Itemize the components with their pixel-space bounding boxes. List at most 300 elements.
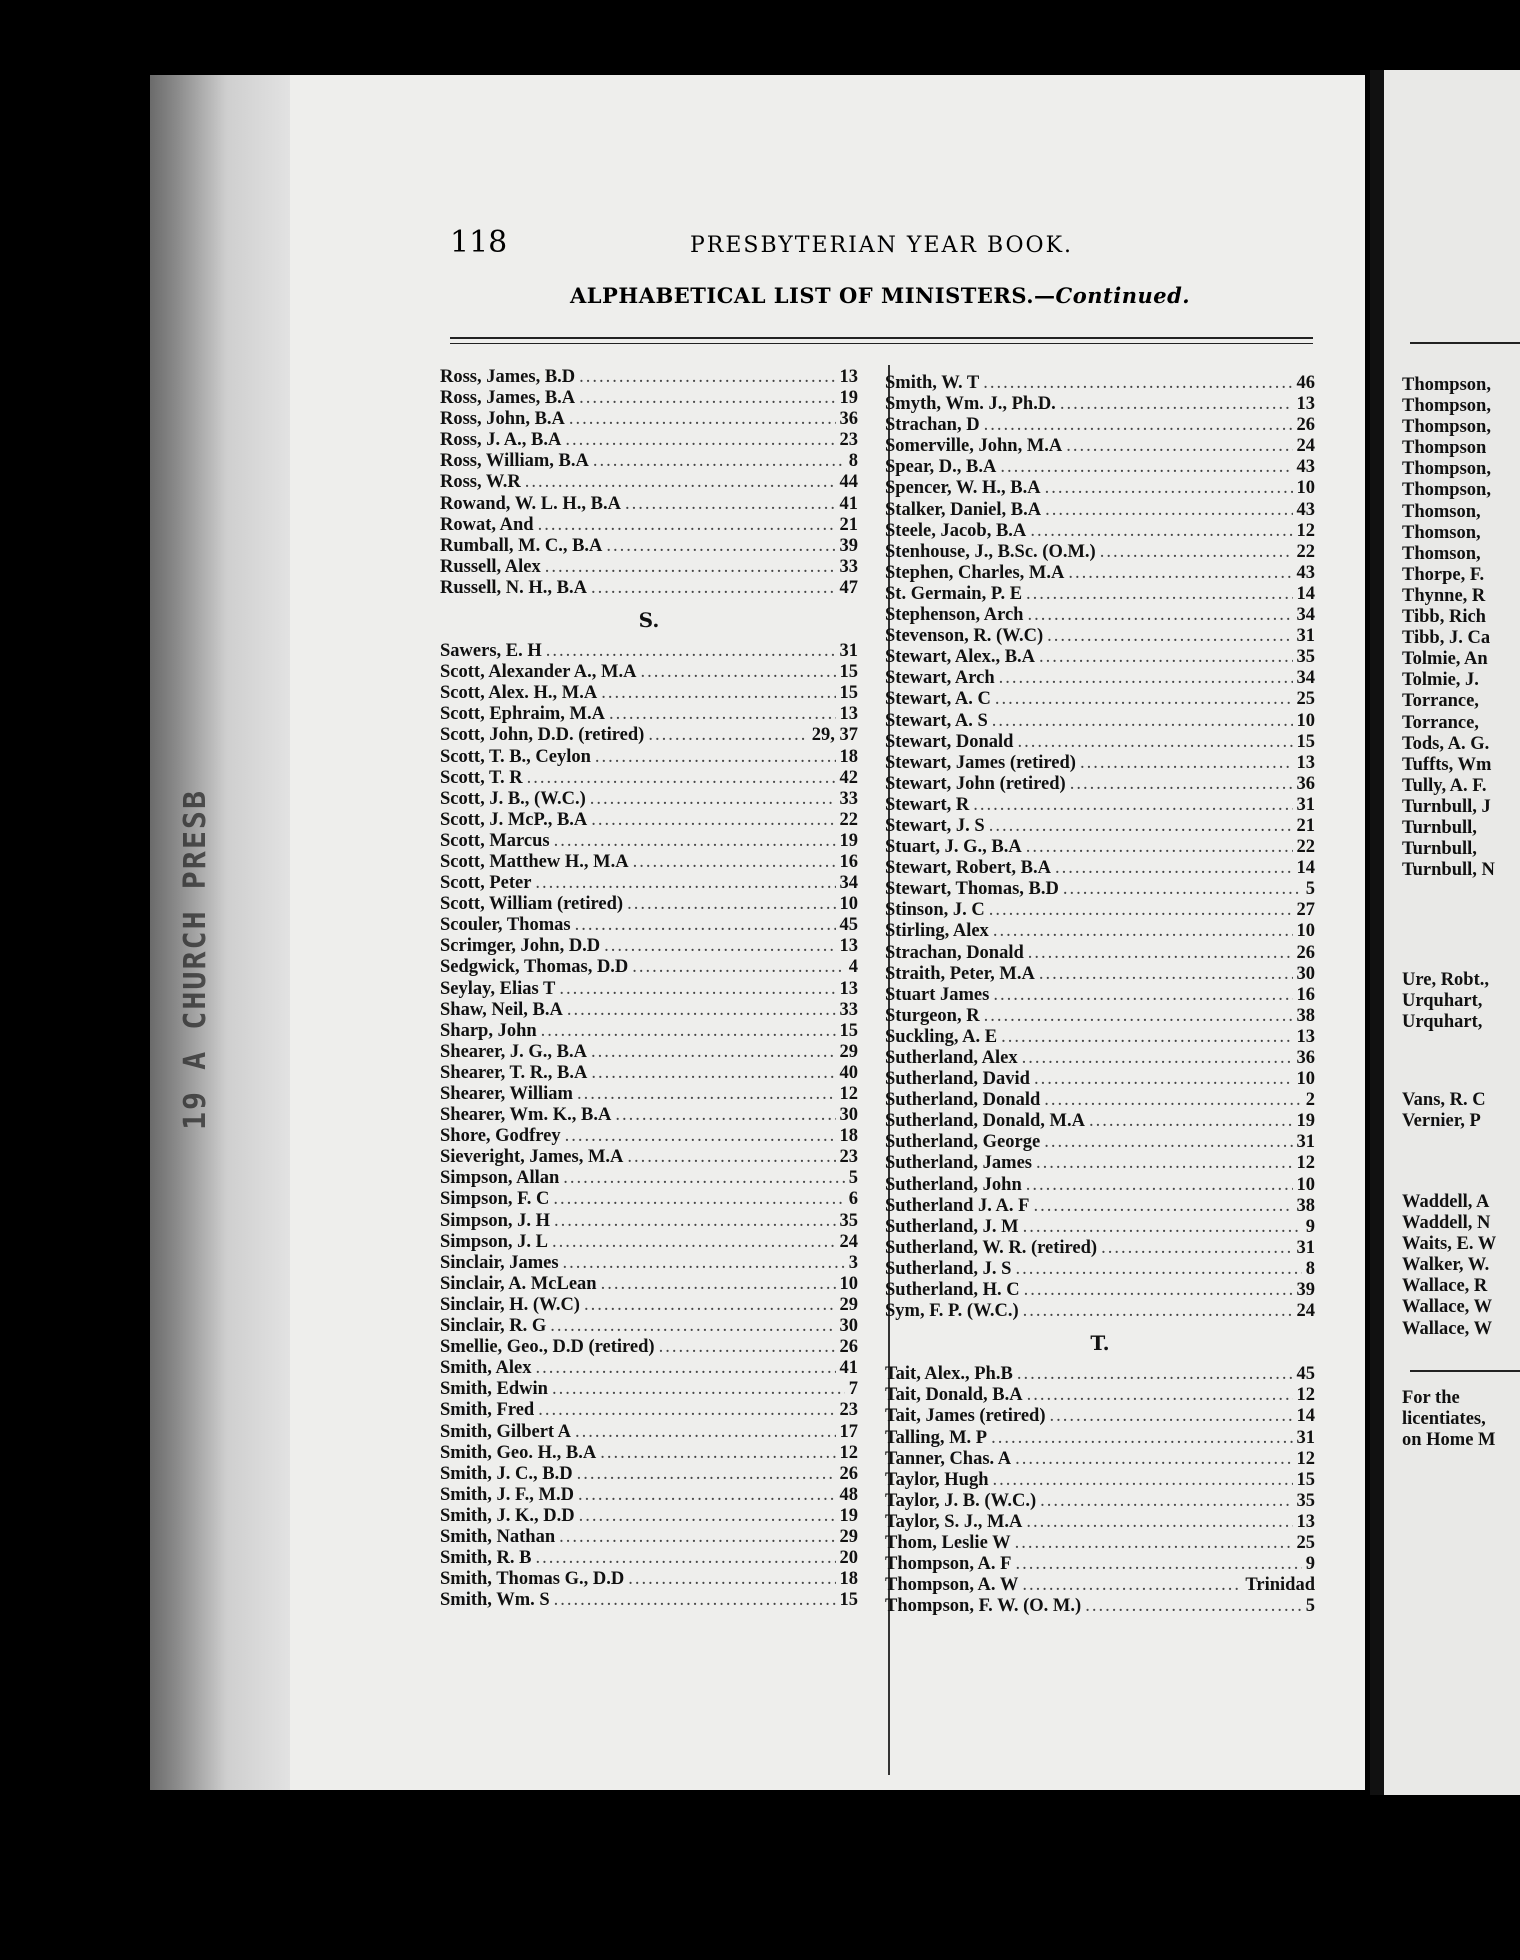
list-entry (440, 1168, 858, 1189)
list-entry (885, 943, 1315, 964)
list-entry (885, 774, 1315, 795)
entry-name: Stewart, A. C (885, 689, 991, 710)
entry-reference: 12 (1296, 1385, 1315, 1406)
list-entry (440, 1147, 858, 1168)
entry-reference: 42 (839, 767, 858, 788)
entry-reference: 7 (848, 1379, 858, 1400)
entry-reference: 14 (1296, 858, 1315, 879)
entry-name: Smith, Geo. H., B.A (440, 1442, 597, 1463)
entry-name: Smith, Alex (440, 1358, 532, 1379)
page-header (450, 225, 1170, 265)
entry-reference: 29 (839, 1294, 858, 1315)
book-page (290, 75, 1365, 1790)
entry-name: Tait, Alex., Ph.B (885, 1364, 1013, 1385)
entry-name: Stinson, J. C (885, 900, 985, 921)
entry-name: Seylay, Elias T (440, 978, 556, 999)
entry-reference: 14 (1296, 1406, 1315, 1427)
entry-reference: 31 (1296, 794, 1315, 815)
entry-name: Tait, Donald, B.A (885, 1385, 1023, 1406)
dot-leader (584, 1295, 836, 1316)
entry-reference: 18 (839, 1126, 858, 1147)
entry-name: Scott, Matthew H., M.A (440, 851, 629, 872)
dot-leader (627, 894, 835, 915)
entry-name: Thompson, A. W (885, 1575, 1019, 1596)
entry-name: Smith, W. T (885, 373, 980, 393)
entry-reference: 5 (848, 1168, 858, 1189)
entry-name: Stevenson, R. (W.C) (885, 626, 1044, 647)
adjacent-entry: Vans, R. C (1402, 1090, 1486, 1110)
entry-name: Smith, Nathan (440, 1526, 556, 1547)
entry-reference: 29 (839, 1526, 858, 1547)
dot-leader (984, 415, 1293, 436)
dot-leader (1044, 1090, 1302, 1111)
letter-heading-s: S. (638, 608, 660, 633)
entry-reference: 27 (1296, 900, 1315, 921)
adjacent-entry: Torrance, (1402, 691, 1479, 712)
list-entry (440, 536, 858, 557)
dot-leader (1039, 647, 1292, 668)
entries-r (440, 367, 858, 599)
dot-leader (552, 1232, 836, 1253)
entry-name: Shore, Godfrey (440, 1126, 561, 1147)
entry-reference: 8 (848, 451, 858, 472)
entry-reference: 13 (1296, 752, 1315, 773)
dot-leader (1063, 879, 1302, 900)
dot-leader (590, 789, 836, 810)
dot-leader (1060, 394, 1293, 415)
list-entry (885, 1090, 1315, 1111)
adjacent-entry: Vernier, P (1402, 1111, 1481, 1132)
adjacent-entry: Thynne, R (1402, 585, 1486, 606)
entry-reference: 19 (839, 1505, 858, 1526)
dot-leader (609, 704, 836, 725)
list-entry (440, 1316, 858, 1337)
list-entry (885, 1491, 1315, 1512)
dot-leader (554, 1211, 835, 1232)
entry-name: Sutherland, Donald, M.A (885, 1111, 1085, 1132)
entry-name: Stewart, James (retired) (885, 752, 1076, 773)
list-entry (885, 605, 1315, 626)
entry-reference: 9 (1305, 1554, 1315, 1575)
entry-reference: 26 (839, 1463, 858, 1484)
dot-leader (983, 373, 1292, 394)
list-entry (885, 1006, 1315, 1027)
dot-leader (1100, 542, 1293, 563)
entry-reference: 33 (839, 999, 858, 1020)
dot-leader (1015, 1533, 1293, 1554)
list-entry (885, 1196, 1315, 1217)
dot-leader (1044, 1132, 1292, 1153)
section-title-continued: Continued. (1055, 283, 1191, 308)
entry-name: Stuart James (885, 984, 990, 1005)
adjacent-entry: licentiates, (1402, 1409, 1486, 1430)
list-entry (440, 1422, 858, 1443)
list-entry (885, 1512, 1315, 1533)
entry-reference: 10 (1296, 1069, 1315, 1090)
dot-leader (1045, 500, 1292, 521)
entry-name: Suckling, A. E (885, 1026, 998, 1047)
entries-s-continued (885, 373, 1315, 1322)
entry-name: Sinclair, A. McLean (440, 1273, 597, 1294)
entry-name: Stalker, Daniel, B.A (885, 499, 1042, 520)
entry-reference: 22 (839, 809, 858, 830)
entry-reference: 19 (839, 830, 858, 851)
entries-s (440, 641, 858, 1611)
entry-name: Smith, J. C., B.D (440, 1463, 573, 1484)
entry-name: Sutherland, W. R. (retired) (885, 1237, 1098, 1258)
list-entry (885, 1217, 1315, 1238)
entry-reference: 39 (1296, 1280, 1315, 1301)
dot-leader (1027, 605, 1292, 626)
list-entry (440, 1358, 858, 1379)
list-entry (440, 472, 858, 493)
dot-leader (991, 1428, 1292, 1449)
entry-reference: 43 (1296, 562, 1315, 583)
entry-name: Ross, James, B.A (440, 388, 576, 409)
adjacent-entry: Thorpe, F. (1402, 564, 1485, 585)
list-entry (885, 647, 1315, 668)
dot-leader (993, 985, 1292, 1006)
entry-reference: 43 (1296, 457, 1315, 478)
list-entry (885, 415, 1315, 436)
adjacent-entry: Turnbull, N (1402, 860, 1495, 881)
entry-name: Taylor, Hugh (885, 1469, 989, 1490)
adjacent-entry: Tuffts, Wm (1402, 754, 1492, 775)
header-rule-top (450, 337, 1313, 339)
list-entry (440, 641, 858, 662)
list-entry (885, 1596, 1315, 1617)
entry-name: Scott, Alexander A., M.A (440, 662, 637, 683)
adjacent-entry: Torrance, (1402, 712, 1479, 733)
adjacent-entry: Thompson, (1402, 417, 1491, 438)
list-entry (440, 1443, 858, 1464)
entry-name: Straith, Peter, M.A (885, 963, 1035, 984)
entry-name: Rowand, W. L. H., B.A (440, 493, 621, 514)
list-entry (440, 1464, 858, 1485)
dot-leader (632, 957, 844, 978)
list-entry (885, 900, 1315, 921)
entry-name: Ross, James, B.D (440, 367, 576, 387)
entry-name: Smith, R. B (440, 1548, 532, 1569)
entry-name: Simpson, F. C (440, 1189, 550, 1210)
entry-name: Sutherland, James (885, 1153, 1032, 1174)
dot-leader (615, 1105, 835, 1126)
dot-leader (1101, 1238, 1292, 1259)
dot-leader (1022, 1575, 1241, 1596)
entry-reference: 45 (1296, 1364, 1315, 1385)
dot-leader (1000, 457, 1292, 478)
dot-leader (1015, 1449, 1292, 1470)
list-entry (885, 1385, 1315, 1406)
entry-name: Ross, William, B.A (440, 451, 589, 472)
adjacent-entry: Urquhart, (1402, 991, 1483, 1012)
adjacent-entry: Thompson, (1402, 375, 1491, 395)
entry-name: Smellie, Geo., D.D (retired) (440, 1337, 655, 1358)
entry-name: Shearer, T. R., B.A (440, 1062, 588, 1083)
dot-leader (640, 662, 835, 683)
adjacent-entry: Thompson, (1402, 459, 1491, 480)
entry-reference: 25 (1296, 1532, 1315, 1553)
entry-reference: 22 (1296, 541, 1315, 562)
entry-name: Ross, J. A., B.A (440, 430, 562, 451)
entry-name: Spencer, W. H., B.A (885, 478, 1041, 499)
dot-leader (1028, 943, 1293, 964)
entry-name: Somerville, John, M.A (885, 436, 1063, 457)
dot-leader (1026, 1512, 1292, 1533)
entry-name: Talling, M. P (885, 1427, 988, 1448)
entry-name: Stephen, Charles, M.A (885, 562, 1065, 583)
list-entry (440, 662, 858, 683)
dot-leader (1023, 1217, 1302, 1238)
entry-name: Tait, James (retired) (885, 1406, 1046, 1427)
dot-leader (535, 1358, 835, 1379)
list-entry (885, 626, 1315, 647)
entry-reference: 3 (848, 1252, 858, 1273)
dot-leader (1026, 584, 1292, 605)
adjacent-entry: Tibb, J. Ca (1402, 628, 1491, 649)
entry-name: Sinclair, H. (W.C) (440, 1294, 580, 1315)
entry-name: Stuart, J. G., B.A (885, 837, 1022, 858)
list-entry (885, 394, 1315, 415)
entry-reference: 10 (1296, 921, 1315, 942)
entry-name: Rumball, M. C., B.A (440, 535, 603, 556)
list-entry (440, 810, 858, 831)
list-entry (440, 725, 858, 746)
list-entry (440, 409, 858, 430)
entry-reference: 15 (839, 683, 858, 704)
entry-reference: 23 (839, 1400, 858, 1421)
entry-name: Sinclair, R. G (440, 1316, 547, 1337)
entry-name: Sawers, E. H (440, 641, 542, 662)
entry-name: Sutherland, J. M (885, 1216, 1019, 1237)
entry-name: Scott, T. R (440, 767, 523, 788)
dot-leader (627, 1147, 835, 1168)
entry-name: Sutherland, John (885, 1174, 1022, 1195)
dot-leader (591, 578, 836, 599)
list-entry (885, 1111, 1315, 1132)
dot-leader (604, 936, 835, 957)
dot-leader (1026, 837, 1293, 858)
entry-name: Smith, J. F., M.D (440, 1484, 574, 1505)
entry-name: Stephenson, Arch (885, 605, 1024, 626)
entry-reference: 5 (1305, 1596, 1315, 1617)
entry-reference: 13 (839, 936, 858, 957)
list-entry (885, 1069, 1315, 1090)
dot-leader (1039, 964, 1293, 985)
entry-reference: 29 (839, 1041, 858, 1062)
entry-reference: 47 (839, 577, 858, 598)
adjacent-entry: Wallace, R (1402, 1276, 1488, 1297)
adjacent-entry: Walker, W. (1402, 1255, 1490, 1276)
adjacent-entry: Tolmie, J. (1402, 670, 1479, 691)
dot-leader (559, 979, 835, 1000)
entry-name: Ross, John, B.A (440, 409, 565, 430)
adjacent-entry: Urquhart, (1402, 1012, 1483, 1033)
dot-leader (989, 900, 1293, 921)
adjacent-rule-2 (1410, 1370, 1520, 1372)
dot-leader (1030, 521, 1292, 542)
dot-leader (563, 1253, 845, 1274)
entry-reference: 41 (839, 1358, 858, 1379)
entry-name: Stewart, John (retired) (885, 773, 1066, 794)
adjacent-entry: Tully, A. F. (1402, 775, 1487, 796)
entry-name: Scott, John, D.D. (retired) (440, 725, 645, 746)
entry-name: Steele, Jacob, B.A (885, 520, 1027, 541)
entry-name: Strachan, Donald (885, 942, 1024, 963)
adjacent-page (1370, 70, 1520, 1795)
entry-reference: 15 (1296, 731, 1315, 752)
list-entry (885, 521, 1315, 542)
list-entry (885, 1027, 1315, 1048)
adjacent-entry: Thompson, (1402, 396, 1491, 417)
adjacent-entries-u (1402, 970, 1520, 1033)
entry-reference: 13 (1296, 1026, 1315, 1047)
entry-reference: 9 (1305, 1216, 1315, 1237)
list-entry (885, 689, 1315, 710)
list-entry (885, 500, 1315, 521)
list-entry (440, 683, 858, 704)
entry-reference: 35 (839, 1210, 858, 1231)
dot-leader (999, 668, 1293, 689)
entry-reference: 19 (839, 388, 858, 409)
dot-leader (591, 1063, 835, 1084)
dot-leader (1047, 626, 1292, 647)
entry-name: Stewart, Arch (885, 668, 995, 689)
adjacent-entry: Tibb, Rich (1402, 607, 1486, 628)
entry-reference: 21 (1296, 815, 1315, 836)
list-entry (440, 578, 858, 599)
list-entry (440, 768, 858, 789)
page-gutter (1370, 70, 1384, 1795)
dot-leader (633, 852, 836, 873)
entry-reference: 18 (839, 1569, 858, 1590)
entry-name: Scott, J. McP., B.A (440, 809, 588, 830)
entry-reference: 39 (839, 535, 858, 556)
entry-name: Sharp, John (440, 1020, 537, 1041)
dot-leader (569, 409, 836, 430)
entry-name: Shaw, Neil, B.A (440, 999, 563, 1020)
entry-reference: 31 (1296, 1132, 1315, 1153)
left-column (440, 367, 858, 1611)
entry-reference: 13 (839, 704, 858, 725)
dot-leader (553, 1189, 844, 1210)
adjacent-footnote (1402, 1388, 1520, 1451)
list-entry (440, 1000, 858, 1021)
dot-leader (579, 388, 835, 409)
entry-reference: 48 (839, 1484, 858, 1505)
entry-reference: 33 (839, 556, 858, 577)
adjacent-rule (1410, 342, 1520, 344)
list-entry (440, 557, 858, 578)
list-entry (885, 1364, 1315, 1385)
list-entry (885, 964, 1315, 985)
entry-reference: 26 (1296, 415, 1315, 436)
entry-reference: 10 (1296, 710, 1315, 731)
list-entry (440, 852, 858, 873)
adjacent-entry: Turnbull, (1402, 839, 1477, 860)
list-entry (440, 1295, 858, 1316)
entry-name: Smith, Wm. S (440, 1590, 550, 1611)
list-entry (885, 816, 1315, 837)
entry-name: Simpson, Allan (440, 1168, 560, 1189)
dot-leader (579, 1506, 836, 1527)
entry-name: Sturgeon, R (885, 1005, 980, 1026)
list-entry (885, 584, 1315, 605)
adjacent-entry: Waddell, N (1402, 1213, 1491, 1234)
page-number: 118 (450, 225, 508, 260)
list-entry (885, 542, 1315, 563)
entry-name: Taylor, J. B. (W.C.) (885, 1490, 1037, 1511)
entry-name: Sutherland J. A. F (885, 1195, 1030, 1216)
entry-reference: 36 (1296, 1048, 1315, 1068)
list-entry (885, 1554, 1315, 1575)
letter-heading-t: T. (1090, 1331, 1110, 1356)
entry-name: Scott, T. B., Ceylon (440, 746, 591, 767)
entry-name: Sedgwick, Thomas, D.D (440, 957, 629, 978)
list-entry (885, 1575, 1315, 1596)
list-entry (885, 1280, 1315, 1301)
dot-leader (567, 1000, 836, 1021)
dot-leader (1089, 1111, 1293, 1132)
entry-name: Ross, W.R (440, 472, 521, 493)
entry-reference: 10 (839, 1273, 858, 1294)
dot-leader (1040, 1491, 1292, 1512)
dot-leader (1070, 774, 1293, 795)
entry-reference: 23 (839, 1147, 858, 1168)
entry-name: Stewart, J. S (885, 815, 985, 836)
entry-reference: 4 (848, 957, 858, 978)
entry-name: Taylor, S. J., M.A (885, 1511, 1023, 1532)
adjacent-entry: Wallace, W (1402, 1297, 1493, 1318)
dot-leader (527, 768, 836, 789)
list-entry (885, 837, 1315, 858)
entry-reference: 34 (1296, 668, 1315, 689)
entry-name: Stewart, R (885, 794, 970, 815)
list-entry (885, 1428, 1315, 1449)
entry-name: Sutherland, J. S (885, 1258, 1012, 1279)
list-entry (440, 515, 858, 536)
entry-reference: 8 (1305, 1258, 1315, 1279)
entry-reference: 25 (1296, 689, 1315, 710)
list-entry (885, 1153, 1315, 1174)
dot-leader (1080, 753, 1293, 774)
list-entry (440, 831, 858, 852)
entry-name: Sym, F. P. (W.C.) (885, 1301, 1019, 1322)
entry-name: Shearer, Wm. K., B.A (440, 1105, 612, 1126)
adjacent-entry: Ure, Robt., (1402, 970, 1490, 990)
dot-leader (1033, 1196, 1292, 1217)
list-entry (440, 1400, 858, 1421)
entry-reference: 13 (839, 367, 858, 387)
list-entry (885, 1533, 1315, 1554)
entry-reference: 30 (839, 1316, 858, 1337)
list-entry (440, 915, 858, 936)
dot-leader (1049, 1406, 1292, 1427)
entry-name: Smith, Edwin (440, 1379, 548, 1400)
list-entry (440, 1506, 858, 1527)
entry-name: Scrimger, John, D.D (440, 936, 601, 957)
entry-name: Scott, Ephraim, M.A (440, 704, 605, 725)
entry-reference: 5 (1305, 879, 1315, 900)
list-entry (440, 451, 858, 472)
dot-leader (648, 725, 807, 746)
right-column (885, 373, 1315, 1617)
list-entry (885, 1132, 1315, 1153)
entry-reference: 15 (839, 1590, 858, 1611)
dot-leader (1017, 732, 1292, 753)
entry-name: Spear, D., B.A (885, 457, 997, 478)
list-entry (885, 858, 1315, 879)
